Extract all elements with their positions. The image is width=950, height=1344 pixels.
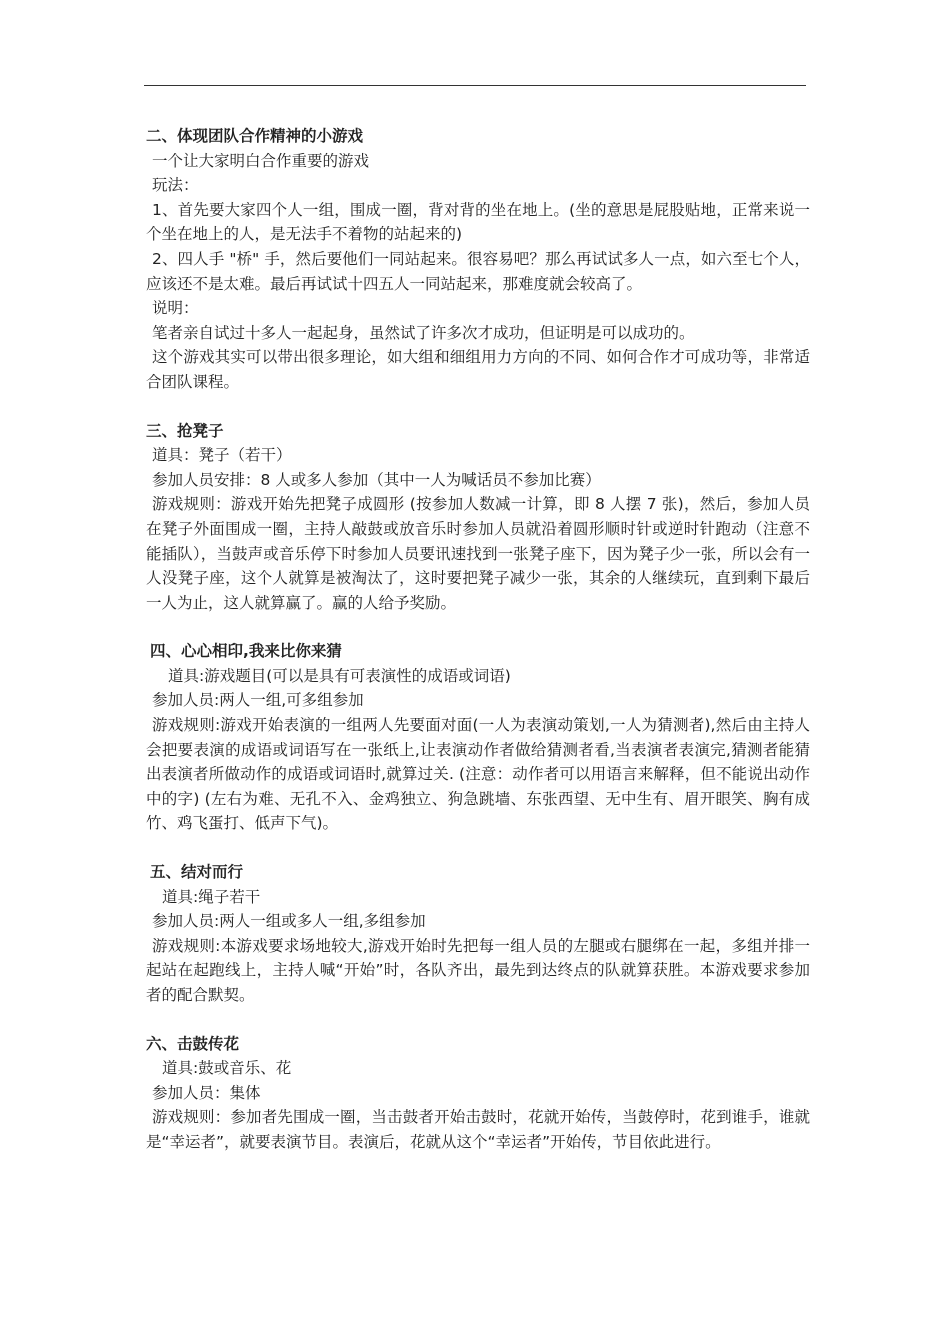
paragraph: 这个游戏其实可以带出很多理论，如大组和细组用力方向的不同、如何合作才可成功等，非常适合团队课程。	[146, 348, 810, 391]
section-three-legged	[146, 860, 810, 1008]
section-teamwork-game	[146, 124, 810, 395]
paragraph: 玩法：	[152, 176, 199, 195]
paragraph: 笔者亲自试过十多人一起起身，虽然试了许多次才成功，但证明是可以成功的。	[152, 323, 695, 342]
paragraph: 参加人员：集体	[152, 1083, 261, 1102]
section-title: 六、击鼓传花	[146, 1034, 240, 1053]
paragraph: 游戏规则:本游戏要求场地较大,游戏开始时先把每一组人员的左腿或右腿绑在一起，多组并排一起站在起跑线上，主持人喊“开始”时，各队齐出，最先到达终点的队就算获胜。本游戏要求参加者的配合默契。	[146, 936, 810, 1004]
paragraph: 一个让大家明白合作重要的游戏	[152, 151, 370, 170]
paragraph: 道具:鼓或音乐、花	[162, 1059, 292, 1078]
section-title: 五、结对而行	[150, 863, 244, 882]
paragraph: 游戏规则:游戏开始表演的一组两人先要面对面(一人为表演动策划,一人为猜测者),然后由主持人会把要表演的成语或词语写在一张纸上,让表演动作者做给猜测者看,当表演者表演完,猜测者能猜出表演者所做动作的成语或词语时,就算过关. (注意：动作者可以用语言来解释，但不能说出动作中的字) (左右为难、无孔不入、金鸡独立、狗急跳墙、东张西望、无中生有、眉开眼笑、胸有成竹、鸡飞蛋打、低声下气)。	[146, 716, 810, 833]
section-title: 三、抢凳子	[146, 421, 224, 440]
paragraph: 说明：	[152, 299, 199, 318]
paragraph: 参加人员:两人一组,可多组参加	[152, 691, 364, 710]
section-title: 四、心心相印,我来比你来猜	[150, 642, 342, 661]
document-body	[146, 124, 810, 1179]
paragraph: 道具:绳子若干	[162, 887, 261, 906]
paragraph: 2、四人手 "桥" 手，然后要他们一同站起来。很容易吧？那么再试试多人一点，如六至七个人，应该还不是太难。最后再试试十四五人一同站起来，那难度就会较高了。	[146, 249, 810, 293]
paragraph: 1、首先要大家四个人一组，围成一圈，背对背的坐在地上。(坐的意思是屁股贴地，正常来说一个坐在地上的人，是无法手不着物的站起来的)	[146, 200, 810, 244]
paragraph: 游戏规则：游戏开始先把凳子成圆形 (按参加人数减一计算，即 8 人摆 7 张)，然后，参加人员在凳子外面围成一圈，主持人敲鼓或放音乐时参加人员就沿着圆形顺时针或逆时针跑动（注意不能插队），当鼓声或音乐停下时参加人员要讯速找到一张凳子座下，因为凳子少一张，所以会有一人没凳子座，这个人就算是被淘汰了，这时要把凳子减少一张，其余的人继续玩，直到剩下最后一人为止，这人就算赢了。赢的人给予奖励。	[146, 495, 810, 612]
paragraph: 参加人员:两人一组或多人一组,多组参加	[152, 912, 426, 931]
paragraph: 游戏规则：参加者先围成一圈，当击鼓者开始击鼓时，花就开始传，当鼓停时，花到谁手，谁就是“幸运者”，就要表演节目。表演后，花就从这个“幸运者”开始传，节目依此进行。	[146, 1108, 810, 1151]
section-pass-the-flower	[146, 1032, 810, 1155]
section-title: 二、体现团队合作精神的小游戏	[146, 127, 364, 145]
header-rule	[144, 85, 806, 86]
section-charades	[146, 639, 810, 836]
section-musical-chairs	[146, 419, 810, 616]
paragraph: 参加人员安排：8 人或多人参加（其中一人为喊话员不参加比赛）	[152, 470, 601, 489]
paragraph: 道具：凳子（若干）	[152, 446, 292, 465]
paragraph: 道具:游戏题目(可以是具有可表演性的成语或词语)	[168, 666, 511, 685]
